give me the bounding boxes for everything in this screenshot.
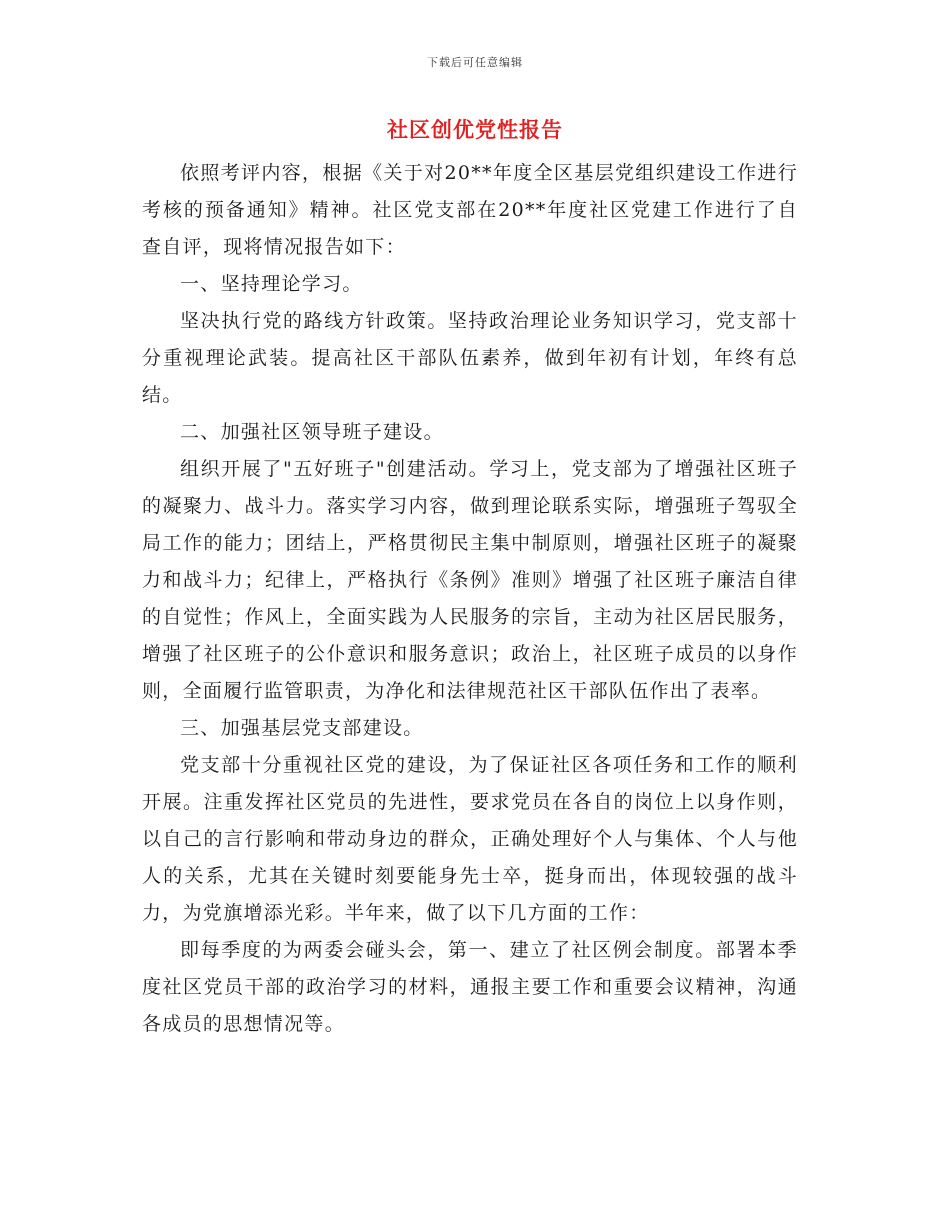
header-note: 下载后可任意编辑 — [427, 56, 523, 69]
paragraph-section-2: 组织开展了"五好班子"创建活动。学习上，党支部为了增强社区班子的凝聚力、战斗力。落实学习内容，做到理论联系实际，增强班子驾驭全局工作的能力；团结上，严格贯彻民主集中制原则，增强社区班子的凝聚力和战斗力；纪律上，严格执行《条例》准则》增强了社区班子廉洁自律的自觉性；作风上，全面实践为人民服务的宗旨，主动为社区居民服务，增强了社区班子的公仆意识和服务意识；政治上，社区班子成员的以身作则，全面履行监管职责，为净化和法律规范社区干部队伍作出了表率。 — [142, 458, 798, 702]
paragraph-section-3-item-1: 即每季度的为两委会碰头会，第一、建立了社区例会制度。部署本季度社区党员干部的政治学习的材料，通报主要工作和重要会议精神，沟通各成员的思想情况等。 — [142, 939, 798, 1035]
paragraph-section-3: 党支部十分重视社区党的建设，为了保证社区各项任务和工作的顺利开展。注重发挥社区党员的先进性，要求党员在各自的岗位上以身作则，以自己的言行影响和带动身边的群众，正确处理好个人与集体、个人与他人的关系，尤其在关键时刻要能身先士卒，挺身而出，体现较强的战斗力，为党旗增添光彩。半年来，做了以下几方面的工作： — [142, 754, 798, 924]
document-title: 社区创优党性报告 — [387, 117, 563, 142]
section-heading-3: 三、加强基层党支部建设。 — [180, 717, 424, 739]
section-heading-2: 二、加强社区领导班子建设。 — [180, 421, 444, 443]
paragraph-section-1: 坚决执行党的路线方针政策。坚持政治理论业务知识学习，党支部十分重视理论武装。提高社区干部队伍素养，做到年初有计划，年终有总结。 — [142, 310, 798, 406]
document-body — [142, 155, 798, 1043]
paragraph-intro: 依照考评内容，根据《关于对20**年度全区基层党组织建设工作进行考核的预备通知》精神。社区党支部在20**年度社区党建工作进行了自查自评，现将情况报告如下： — [142, 162, 798, 258]
section-heading-1: 一、坚持理论学习。 — [180, 273, 363, 295]
